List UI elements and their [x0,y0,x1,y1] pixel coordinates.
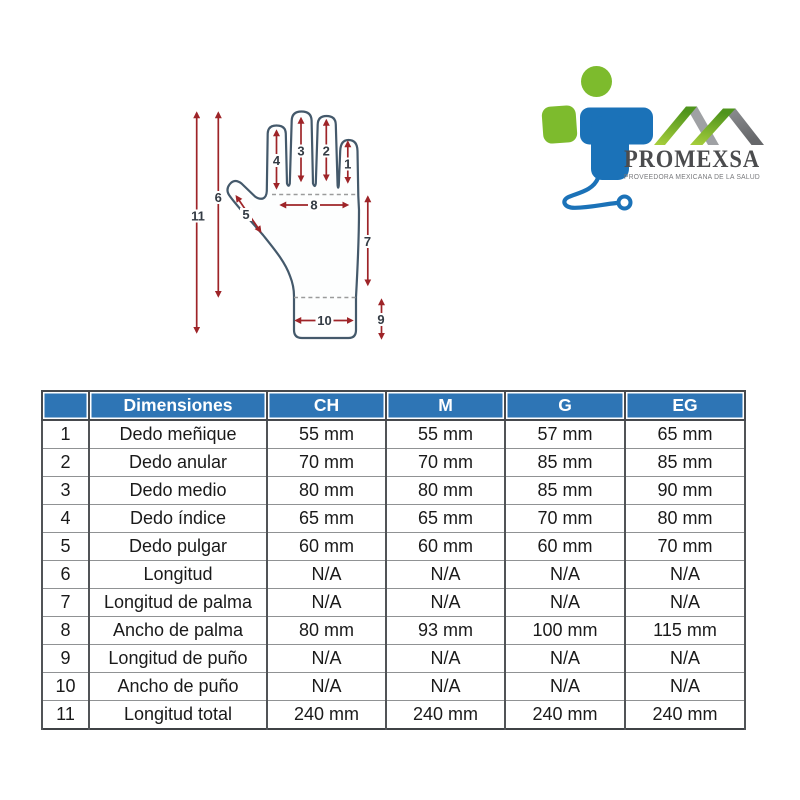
value-cell-g: N/A [505,645,625,673]
dimension-name-cell: Longitud total [89,701,267,730]
table-row [42,449,745,477]
table-row [42,420,745,449]
dimension-name-cell: Ancho de puño [89,673,267,701]
row-number-cell: 10 [42,673,89,701]
table-row [42,645,745,673]
logo-head-icon [581,66,612,97]
svg-text:6: 6 [214,190,222,205]
row-number-cell: 3 [42,477,89,505]
value-cell-eg: N/A [625,589,745,617]
value-cell-ch: 80 mm [267,617,386,645]
table-row [42,561,745,589]
svg-text:1: 1 [344,156,352,172]
measure-label-10 [316,313,334,328]
value-cell-g: N/A [505,673,625,701]
measure-label-11 [189,209,207,224]
dimension-name-cell: Dedo meñique [89,420,267,449]
measure-label-3 [295,144,307,159]
value-cell-ch: N/A [267,645,386,673]
mountains-icon [654,107,764,146]
glove-measurement-diagram [175,80,425,375]
svg-text:5: 5 [242,207,250,222]
col-header-number [42,391,89,420]
table-row [42,617,745,645]
svg-text:8: 8 [310,197,318,213]
value-cell-eg: 70 mm [625,533,745,561]
value-cell-g: 240 mm [505,701,625,730]
value-cell-g: N/A [505,561,625,589]
value-cell-g: N/A [505,589,625,617]
dimension-name-cell: Longitud de puño [89,645,267,673]
value-cell-m: N/A [386,589,505,617]
value-cell-m: N/A [386,673,505,701]
value-cell-g: 57 mm [505,420,625,449]
value-cell-g: 60 mm [505,533,625,561]
dimension-name-cell: Dedo anular [89,449,267,477]
col-header-dimensiones: Dimensiones [89,391,267,420]
value-cell-eg: N/A [625,561,745,589]
value-cell-ch: 65 mm [267,505,386,533]
row-number-cell: 11 [42,701,89,730]
logo-wordmark: PROMEXSA [624,146,760,173]
row-number-cell: 9 [42,645,89,673]
table-row [42,589,745,617]
row-number-cell: 1 [42,420,89,449]
value-cell-m: N/A [386,561,505,589]
svg-text:10: 10 [317,313,332,328]
value-cell-ch: 70 mm [267,449,386,477]
row-number-cell: 7 [42,589,89,617]
value-cell-m: 70 mm [386,449,505,477]
dimension-name-cell: Longitud de palma [89,589,267,617]
table-row [42,477,745,505]
stethoscope-icon [564,178,630,209]
value-cell-eg: 65 mm [625,420,745,449]
table-header-row [42,391,745,420]
row-number-cell: 5 [42,533,89,561]
measure-label-4 [271,153,283,168]
value-cell-ch: 60 mm [267,533,386,561]
table-row [42,505,745,533]
svg-text:7: 7 [363,234,372,249]
dimension-name-cell: Dedo pulgar [89,533,267,561]
value-cell-ch: N/A [267,589,386,617]
svg-text:9: 9 [377,312,385,327]
measure-label-7 [362,234,374,249]
row-number-cell: 6 [42,561,89,589]
value-cell-g: 70 mm [505,505,625,533]
value-cell-m: 240 mm [386,701,505,730]
value-cell-g: 100 mm [505,617,625,645]
value-cell-eg: 80 mm [625,505,745,533]
promexsa-logo [540,58,780,218]
dimension-name-cell: Dedo medio [89,477,267,505]
row-number-cell: 2 [42,449,89,477]
value-cell-eg: N/A [625,645,745,673]
value-cell-m: 93 mm [386,617,505,645]
col-header-m: M [386,391,505,420]
measure-label-2 [320,144,332,159]
table-row [42,701,745,730]
row-number-cell: 4 [42,505,89,533]
col-header-ch: CH [267,391,386,420]
glove-outline-drawing [227,112,359,339]
value-cell-ch: 55 mm [267,420,386,449]
size-table [41,390,746,730]
value-cell-m: 55 mm [386,420,505,449]
measure-label-6 [212,190,224,205]
value-cell-m: N/A [386,645,505,673]
svg-text:3: 3 [297,143,305,159]
table-row [42,673,745,701]
measure-label-5 [240,207,252,222]
value-cell-eg: 85 mm [625,449,745,477]
dimension-name-cell: Longitud [89,561,267,589]
dimension-name-cell: Dedo índice [89,505,267,533]
row-number-cell: 8 [42,617,89,645]
value-cell-ch: 80 mm [267,477,386,505]
svg-text:11: 11 [191,208,205,224]
table-row [42,533,745,561]
value-cell-eg: 90 mm [625,477,745,505]
value-cell-m: 65 mm [386,505,505,533]
col-header-eg: EG [625,391,745,420]
value-cell-eg: 115 mm [625,617,745,645]
value-cell-ch: N/A [267,561,386,589]
measure-label-9 [375,312,387,327]
value-cell-eg: N/A [625,673,745,701]
value-cell-m: 80 mm [386,477,505,505]
value-cell-eg: 240 mm [625,701,745,730]
value-cell-g: 85 mm [505,449,625,477]
svg-text:4: 4 [272,153,281,168]
value-cell-ch: 240 mm [267,701,386,730]
dimension-name-cell: Ancho de palma [89,617,267,645]
value-cell-m: 60 mm [386,533,505,561]
col-header-g: G [505,391,625,420]
svg-text:2: 2 [322,143,330,159]
logo-green-arm-icon [541,105,577,144]
measure-label-1 [342,157,354,172]
value-cell-ch: N/A [267,673,386,701]
logo-tagline: PROVEEDORA MEXICANA DE LA SALUD [624,172,760,181]
value-cell-g: 85 mm [505,477,625,505]
measure-label-8 [308,198,320,213]
